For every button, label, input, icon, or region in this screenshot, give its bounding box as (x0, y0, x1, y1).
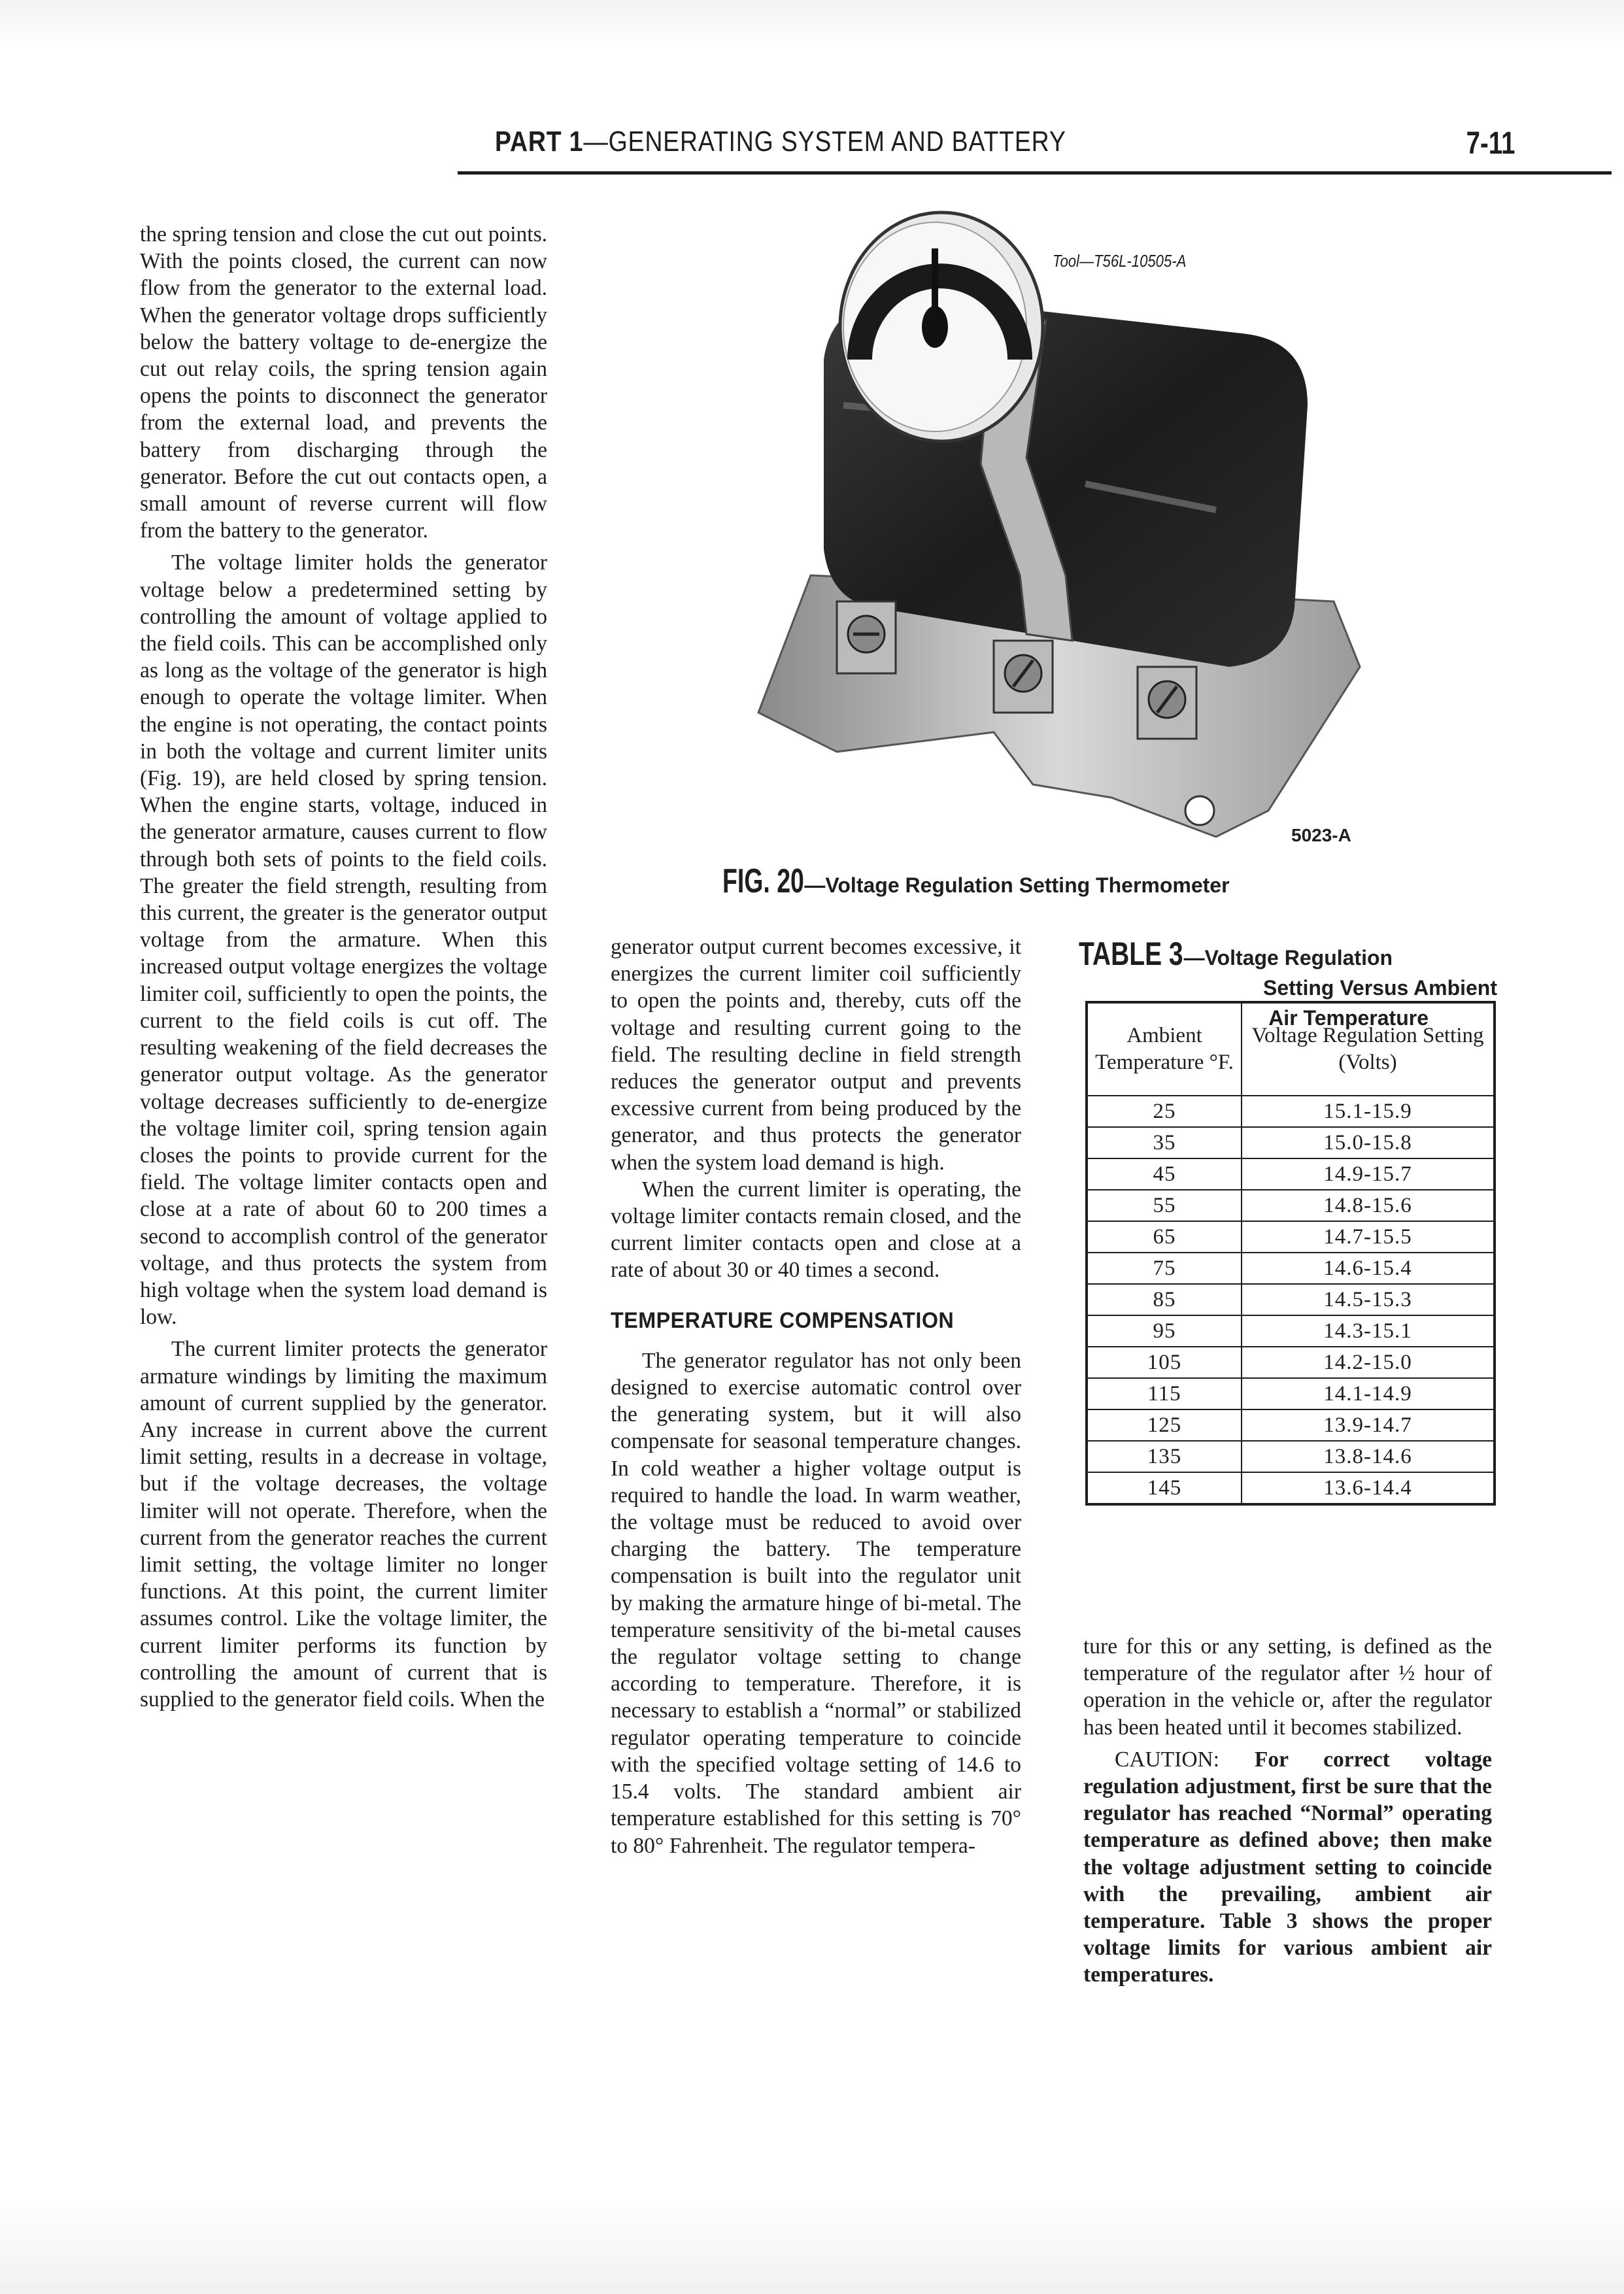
header-title (495, 126, 1066, 158)
cell-voltage-range: 14.9-15.7 (1242, 1158, 1495, 1190)
table-row (1087, 1347, 1495, 1378)
section-heading: TEMPERATURE COMPENSATION (611, 1307, 955, 1333)
cell-voltage-range: 13.9-14.7 (1242, 1409, 1495, 1441)
terminal-2 (994, 641, 1053, 713)
table-row (1087, 1284, 1495, 1315)
table-row (1087, 1315, 1495, 1347)
table-row (1087, 1190, 1495, 1221)
cell-temperature: 25 (1087, 1096, 1242, 1127)
cell-voltage-range: 13.8-14.6 (1242, 1441, 1495, 1472)
table-row (1087, 1409, 1495, 1441)
cell-voltage-range: 14.3-15.1 (1242, 1315, 1495, 1347)
header-part: PART 1 (495, 126, 584, 158)
header-section-title: —GENERATING SYSTEM AND BATTERY (583, 126, 1066, 158)
tool-label: Tool—T56L-10505-A (1053, 251, 1187, 271)
caution-text: For correct voltage regulation adjustment, first be sure that the regulator has reached “Normal” operating temperature as defined above; then make the voltage adjustment setting to coincide with the prevailing, ambient air temperature. Table 3 shows the proper voltage limits for various ambient air temperatures. (1083, 1747, 1492, 1987)
cell-voltage-range: 13.6-14.4 (1242, 1472, 1495, 1504)
cell-voltage-range: 14.2-15.0 (1242, 1347, 1495, 1378)
cell-temperature: 85 (1087, 1284, 1242, 1315)
regulator-photo (719, 209, 1373, 856)
cell-temperature: 65 (1087, 1221, 1242, 1253)
cell-temperature: 135 (1087, 1441, 1242, 1472)
right-column (1083, 1633, 1492, 1989)
paragraph: The generator regulator has not only been designed to exercise automatic control over the generating system, but it will also compensate for seasonal temperature changes. In cold weather a higher voltage output is required to handle the load. In warm weather, the voltage must be reduced to avoid over charging the battery. The temperature compensation is built into the regulator unit by making the armature hinge of bi-metal. The temperature sensitivity of the bi-metal causes the regulator voltage setting to change according to temperature. Therefore, it is necessary to establish a “normal” or stabilized regulator operating temperature to coincide with the specified voltage setting of 14.6 to 15.4 volts. The standard ambient air temperature established for this setting is 70° to 80° Fahrenheit. The regulator tempera- (611, 1348, 1021, 1858)
paragraph: When the current limiter is operating, the voltage limiter contacts remain closed, and the current limiter contacts open and close at a rate of about 30 or 40 times a second. (611, 1177, 1021, 1283)
page-header (495, 126, 1515, 165)
header-rule (458, 171, 1612, 175)
figure-caption-text: —Voltage Regulation Setting Thermometer (804, 873, 1230, 897)
table-row (1087, 1441, 1495, 1472)
middle-column (611, 934, 1021, 1859)
caution-label: CAUTION: (1115, 1747, 1220, 1772)
table-number: TABLE 3 (1079, 936, 1183, 972)
cell-temperature: 115 (1087, 1378, 1242, 1409)
cell-voltage-range: 14.1-14.9 (1242, 1378, 1495, 1409)
figure-number: FIG. 20 (722, 862, 804, 900)
paragraph: the spring tension and close the cut out points. With the points closed, the current can now flow from the generator to the external load. When the generator voltage drops sufficiently below the battery voltage to de-energize the cut out relay coils, the spring tension again opens the points to disconnect the generator from the external load, and prevents the battery from discharging through the generator. Before the cut out contacts open, a small amount of reverse current will flow from the battery to the generator. (140, 222, 547, 543)
scan-edge-bottom (0, 2197, 1624, 2294)
cell-temperature: 105 (1087, 1347, 1242, 1378)
cell-voltage-range: 15.1-15.9 (1242, 1096, 1495, 1127)
table-row (1087, 1221, 1495, 1253)
cell-temperature: 95 (1087, 1315, 1242, 1347)
terminal-1 (837, 601, 896, 673)
cell-voltage-range: 14.5-15.3 (1242, 1284, 1495, 1315)
table-title-line1: —Voltage Regulation (1183, 946, 1393, 970)
paragraph: The current limiter protects the generator armature windings by limiting the maximum amount of current supplied by the generator. Any increase in current above the current limit setting, results in a decrease in voltage, but if the voltage decreases, the voltage limiter will not operate. Therefore, when the current from the generator reaches the current limit setting, the voltage limiter no longer functions. At this point, the current limiter assumes control. Like the voltage limiter, the current limiter performs its function by controlling the amount of current that is supplied to the generator field coils. When the (140, 1337, 547, 1712)
table-title-line3: Air Temperature (1268, 1006, 1429, 1030)
column-header-voltage: Voltage Regulation Setting (Volts) (1242, 1002, 1495, 1096)
mount-hole (1185, 796, 1214, 825)
cell-temperature: 35 (1087, 1127, 1242, 1158)
voltage-regulation-table (1085, 1001, 1496, 1506)
table-title-line2: Setting Versus Ambient (1263, 976, 1497, 1000)
table-body (1087, 1096, 1495, 1504)
table-row (1087, 1472, 1495, 1504)
thermometer-dial (840, 212, 1043, 441)
cell-temperature: 125 (1087, 1409, 1242, 1441)
cell-voltage-range: 15.0-15.8 (1242, 1127, 1495, 1158)
cell-voltage-range: 14.6-15.4 (1242, 1253, 1495, 1284)
paragraph: generator output current becomes excessive, it energizes the current limiter coil sufficiently to open the points and, thereby, cuts off the voltage and resulting current going to the field. The resulting decline in field strength reduces the generator output and prevents excessive current from being produced by the generator, and thus protects the generator when the system load demand is high. (611, 935, 1021, 1175)
figure-caption (722, 862, 1230, 901)
table-row (1087, 1096, 1495, 1127)
table-header-row (1087, 1002, 1495, 1096)
cell-temperature: 145 (1087, 1472, 1242, 1504)
page-number: 7-11 (1466, 126, 1515, 161)
left-column (140, 221, 547, 1713)
paragraph: ture for this or any setting, is defined as the temperature of the regulator after ½ hour of operation in the vehicle or, after the regulator has been heated until it becomes stabilized. (1083, 1634, 1492, 1740)
column-header-temperature: Ambient Temperature °F. (1087, 1002, 1242, 1096)
cell-temperature: 75 (1087, 1253, 1242, 1284)
figure-code: 5023-A (1291, 825, 1351, 845)
terminal-3 (1138, 667, 1196, 739)
paragraph: The voltage limiter holds the generator voltage below a predetermined setting by controlling the amount of voltage applied to the field coils. This can be accomplished only as long as the voltage of the generator is high enough to operate the voltage limiter. When the engine is not operating, the contact points in both the voltage and current limiter units (Fig. 19), are held closed by spring tension. When the engine starts, voltage, induced in the generator armature, causes current to flow through both sets of points to the field coils. The greater the field strength, resulting from this current, the greater is the generator output voltage from the armature. When this increased output voltage energizes the voltage limiter coil, sufficiently to open the points, the current to the field coils is cut off. The resulting weakening of the field decreases the generator output voltage. As the generator voltage decreases sufficiently to de-energize the voltage limiter coil, spring tension again closes the points to provide current for the field. The voltage limiter contacts open and close at a rate of about 60 to 200 times a second to accomplish control of the generator voltage, and thus protects the system from high voltage when the system load demand is low. (140, 550, 547, 1330)
caution-paragraph (1083, 1746, 1492, 1989)
cell-voltage-range: 14.7-15.5 (1242, 1221, 1495, 1253)
cell-temperature: 55 (1087, 1190, 1242, 1221)
table-row (1087, 1158, 1495, 1190)
table-row (1087, 1127, 1495, 1158)
cell-voltage-range: 14.8-15.6 (1242, 1190, 1495, 1221)
table-row (1087, 1253, 1495, 1284)
scan-edge-top (0, 0, 1624, 46)
figure-voltage-regulator-thermometer (719, 209, 1373, 856)
table-row (1087, 1378, 1495, 1409)
cell-temperature: 45 (1087, 1158, 1242, 1190)
